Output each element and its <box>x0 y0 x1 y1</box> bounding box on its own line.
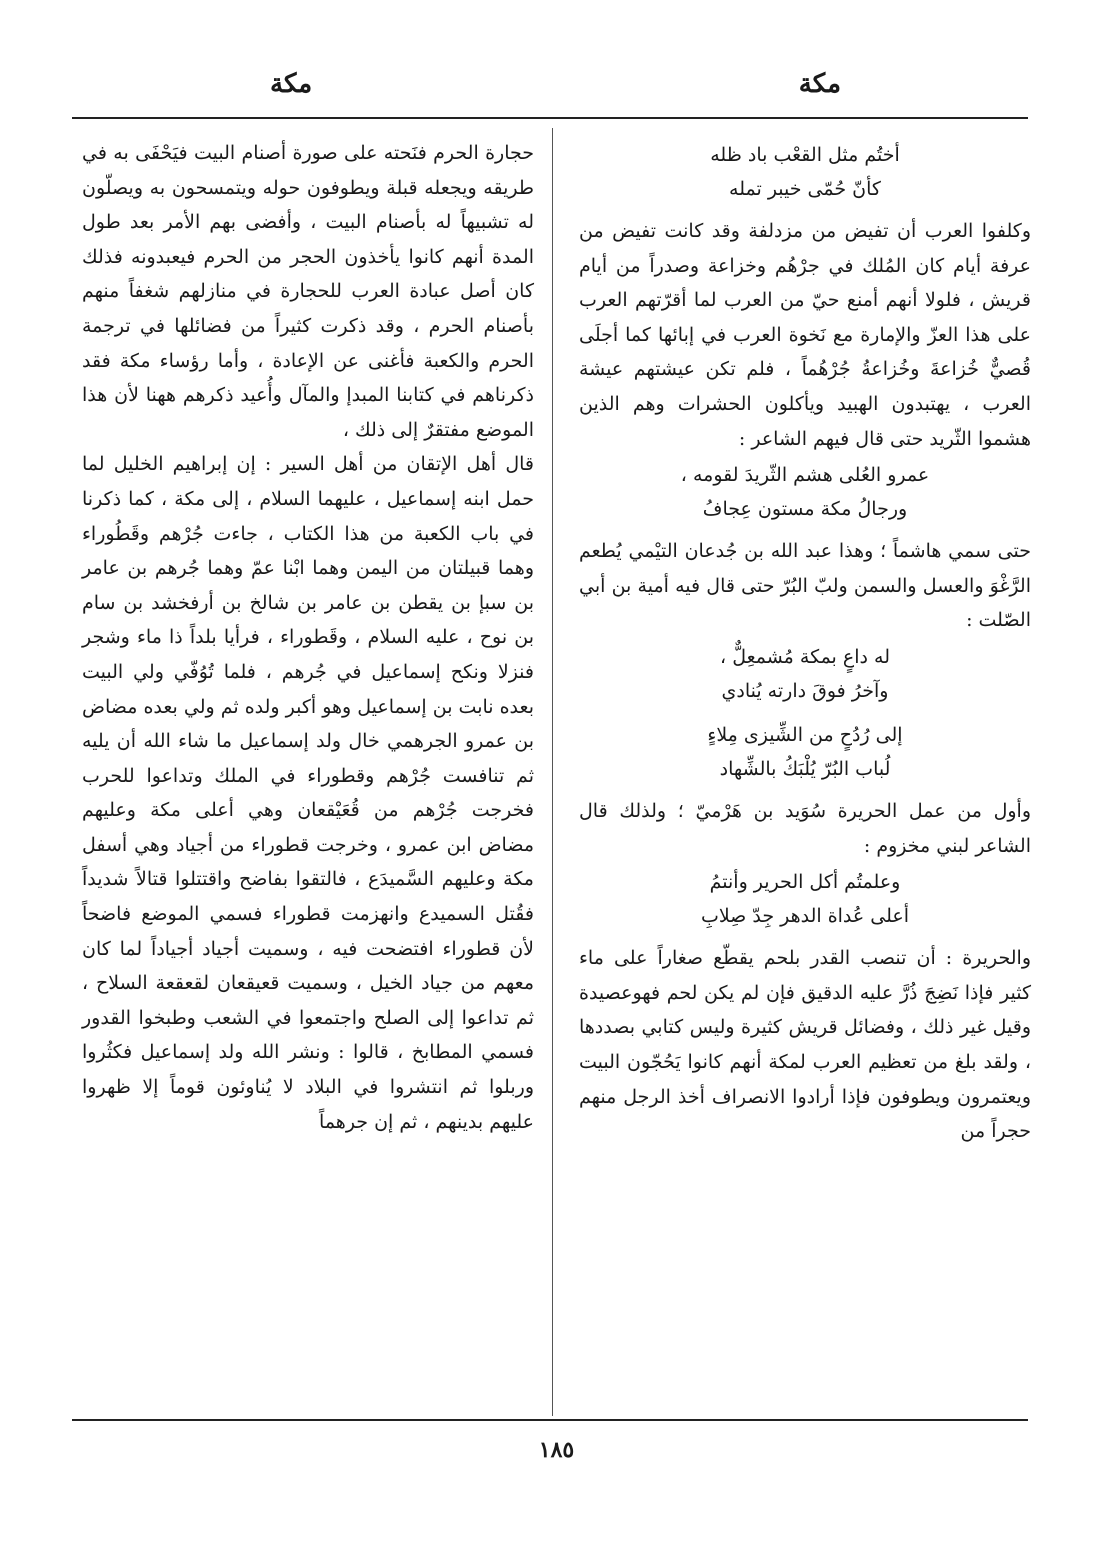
left-column <box>82 136 534 1139</box>
right-column <box>579 136 1031 1149</box>
verse-block-4 <box>579 863 1031 941</box>
paragraph: قال أهل الإتقان من أهل السير : إن إبراهيم الخليل لما حمل ابنه إسماعيل ، عليهما السلام ، إلى مكة ، كما ذكرنا في باب الكعبة من هذا الكتاب ، جاءت جُرْهم وقَطُوراء وهما قبيلتان من اليمن وهما ابْنا عمّ وهما جُرهم بن عامر بن سبإ بن يقطن بن عامر بن شالخ بن أرفخشد بن سام بن نوح ، عليه السلام ، وقَطوراء ، فرأيا بلداً ذا ماء وشجر فنزلا ونكح إسماعيل في جُرهم ، فلما تُوُفّي ولي البيت بعده نابت بن إسماعيل وهو أكبر ولده ثم ولي بعده مضاض بن عمرو الجرهمي خال ولد إسماعيل ما شاء الله أن يليه ثم تنافست جُرْهم وقطوراء في الملك وتداعوا للحرب فخرجت جُرْهم من قُعَيْقعان وهي أعلى مكة وعليهم مضاض ابن عمرو ، وخرجت قطوراء من أجياد وهي أسفل مكة وعليهم السَّميدَع ، فالتقوا بفاضح واقتتلوا قتالاً شديداً فقُتل السميدع وانهزمت قطوراء فسمي الموضع فاضحاً لأن قطوراء افتضحت فيه ، وسميت أجياد أجياداً لما كان معهم من جياد الخيل ، وسميت قعيقعان لقعقعة السلاح ، ثم تداعوا إلى الصلح واجتمعوا في الشعب وطبخوا القدور فسمي المطابخ ، قالوا : ونشر الله ولد إسماعيل فكثُروا وربلوا ثم انتشروا في البلاد لا يُناوئون قوماً إلا ظهروا عليهم بدينهم ، ثم إن جرهماً <box>82 453 534 1133</box>
paragraph: حتى سمي هاشماً ؛ وهذا عبد الله بن جُدعان التيْمي يُطعم الرَّغْوَ والعسل والسمن ولبّ البُرّ حتى قال فيه أمية بن أبي الصّلت : <box>579 540 1031 632</box>
verse-line: إلى رُدُحٍ من الشِّيزى مِلاءٍ <box>707 723 903 746</box>
verse-line: لُباب البُرّ يُلْبَكُ بالشِّهاد <box>719 757 891 780</box>
verse-line: أعلى عُداة الدهر جِدّ صِلابِ <box>700 905 910 928</box>
paragraph: وأول من عمل الحريرة سُوَيد بن هَرْميّ ؛ ولذلك قال الشاعر لبني مخزوم : <box>579 799 1031 857</box>
verse-line: وعلمتُم أكل الحرير وأنتمُ <box>709 871 901 894</box>
verse-line: وآخرُ فوقَ دارته يُنادي <box>721 679 889 702</box>
verse-line: له داعٍ بمكة مُشمعِلٌّ ، <box>720 645 890 668</box>
column-divider <box>552 128 553 1416</box>
header-rule <box>72 117 1028 119</box>
verse-line: أختُم مثل القعْب باد ظله <box>710 144 900 166</box>
running-header-right: مكة <box>798 69 841 99</box>
verse-line: ورجالُ مكة مستون عِجافُ <box>702 498 908 521</box>
verse-block-3 <box>579 638 1031 794</box>
verse-block-1 <box>579 136 1031 214</box>
verse-block-2 <box>579 456 1031 534</box>
paragraph: حجارة الحرم فنَحته على صورة أصنام البيت فيَحْفَى به في طريقه ويجعله قبلة ويطوفون حوله ويتمسحون به ويصلّون له تشبيهاً له بأصنام البيت ، وأفضى بهم الأمر بعد طول المدة أنهم كانوا يأخذون الحجر من الحرم فيعبدونه فذلك كان أصل عبادة العرب للحجارة في منازلهم شغفاً منهم بأصنام الحرم ، وقد ذكرت كثيراً من فضائلها في ترجمة الحرم والكعبة فأغنى عن الإعادة ، وأما رؤساء مكة فقد ذكرناهم في كتابنا المبدإ والمآل وأُعيد ذكرهم ههنا لأن هذا الموضع مفتقرٌ إلى ذلك ، <box>82 142 534 441</box>
verse-line: عمرو العُلى هشم الثّريدَ لقومه ، <box>680 464 930 487</box>
paragraph: وكلفوا العرب أن تفيض من مزدلفة وقد كانت تفيض من عرفة أيام كان المُلك في جرْهُم وخزاعة وصدراً من أيام قريش ، فلولا أنهم أمنع حيّ من العرب لما أقرّتهم العرب على هذا العزّ والإمارة مع نَخوة العرب في إبائها كما أجلَى قُصيٌّ خُزاعةَ وخُزاعةُ جُرْهُماً ، فلم تكن عيشتهم عيشة العرب ، يهتبدون الهبيد ويأكلون الحشرات وهم الذين هشموا الثّريد حتى قال فيهم الشاعر : <box>579 220 1031 450</box>
running-header-left: مكة <box>270 69 313 99</box>
verse-line: كأنّ حُمّى خيبر تمله <box>729 178 881 200</box>
footer-rule <box>72 1419 1028 1421</box>
page-number: ١٨٥ <box>538 1437 575 1463</box>
paragraph: والحريرة : أن تنصب القدر بلحم يقطّع صغاراً على ماء كثير فإذا نَضِجَ ذُرَّ عليه الدقيق فإن لم يكن لحم فهوعصيدة وقيل غير ذلك ، وفضائل قريش كثيرة وليس كتابي بصددها ، ولقد بلغ من تعظيم العرب لمكة أنهم كانوا يَحُجّون البيت ويعتمرون ويطوفون فإذا أرادوا الانصراف أخذ الرجل منهم حجراً من <box>579 947 1031 1143</box>
spacer <box>579 708 1031 718</box>
